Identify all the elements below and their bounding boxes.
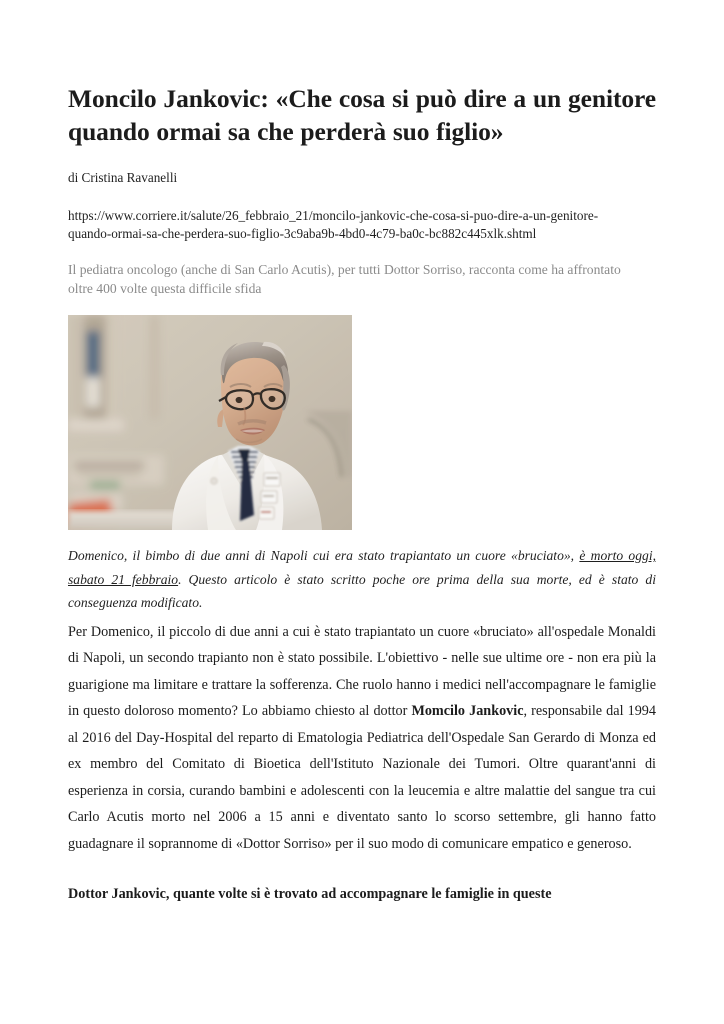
article-figure xyxy=(68,298,656,615)
caption-lead: Domenico, il bimbo di due anni di Napoli cui era stato trapiantato un cuore «bruciato», xyxy=(68,548,580,563)
body-paragraph xyxy=(68,615,656,858)
interview-question: Dottor Jankovic, quante volte si è trovato ad accompagnare le famiglie in queste xyxy=(68,886,552,902)
body-text-part1: Per Domenico, il piccolo di due anni a cui è stato trapiantato un cuore «bruciato» all'ospedale Monaldi di Napoli, un secondo trapianto non è stato possibile. L'obiettivo - nelle sue ultime ore - non era più la guarigione ma limitare e trattare la sofferenza. Che ruolo hanno i medici nell'accompagnare le famiglie in questo doloroso momento? Lo abbiamo chiesto al dottor xyxy=(68,623,656,719)
byline: di Cristina Ravanelli xyxy=(68,170,178,185)
portrait-illustration xyxy=(68,315,352,530)
source-url[interactable]: https://www.corriere.it/salute/26_febbraio_21/moncilo-jankovic-che-cosa-si-puo-dire-a-un-genitore-quando-ormai-sa-che-perdera-suo-figlio-3c9aba9b-4bd0-4c79-ba0c-bc882c445xlk.shtml xyxy=(68,208,599,241)
standfirst: Il pediatra oncologo (anche di San Carlo Acutis), per tutti Dottor Sorriso, racconta come ha affrontato oltre 400 volte questa difficile sfida xyxy=(68,262,621,296)
body-text-part2: , responsabile dal 1994 al 2016 del Day-Hospital del reparto di Ematologia Pediatrica dell'Ospedale San Gerardo di Monza ed ex membro del Comitato di Bioetica dell'Istituto Nazionale dei Tumori. Oltre quarant'anni di esperienza in corsia, curando bambini e adolescenti con la leucemia e altre malattie del sangue tra cui Carlo Acutis morto nel 2006 a 15 anni e diventato santo lo scorso settembre, gli hanno fatto guadagnare il soprannome di «Dottor Sorriso» per il suo modo di comunicare empatico e generoso. xyxy=(68,703,656,852)
figure-caption xyxy=(68,530,656,615)
caption-tail: . Questo articolo è stato scritto poche ore prima della sua morte, ed è stato di conseguenza modificato. xyxy=(68,571,656,610)
doctor-name: Momcilo Jankovic xyxy=(411,703,524,719)
caption-underlined: è morto oggi, sabato 21 febbraio xyxy=(68,548,656,587)
page-title: Moncilo Jankovic: «Che cosa si può dire a un genitore quando ormai sa che perderà suo figlio» xyxy=(68,84,656,146)
doctor-portrait-photo xyxy=(68,315,352,530)
